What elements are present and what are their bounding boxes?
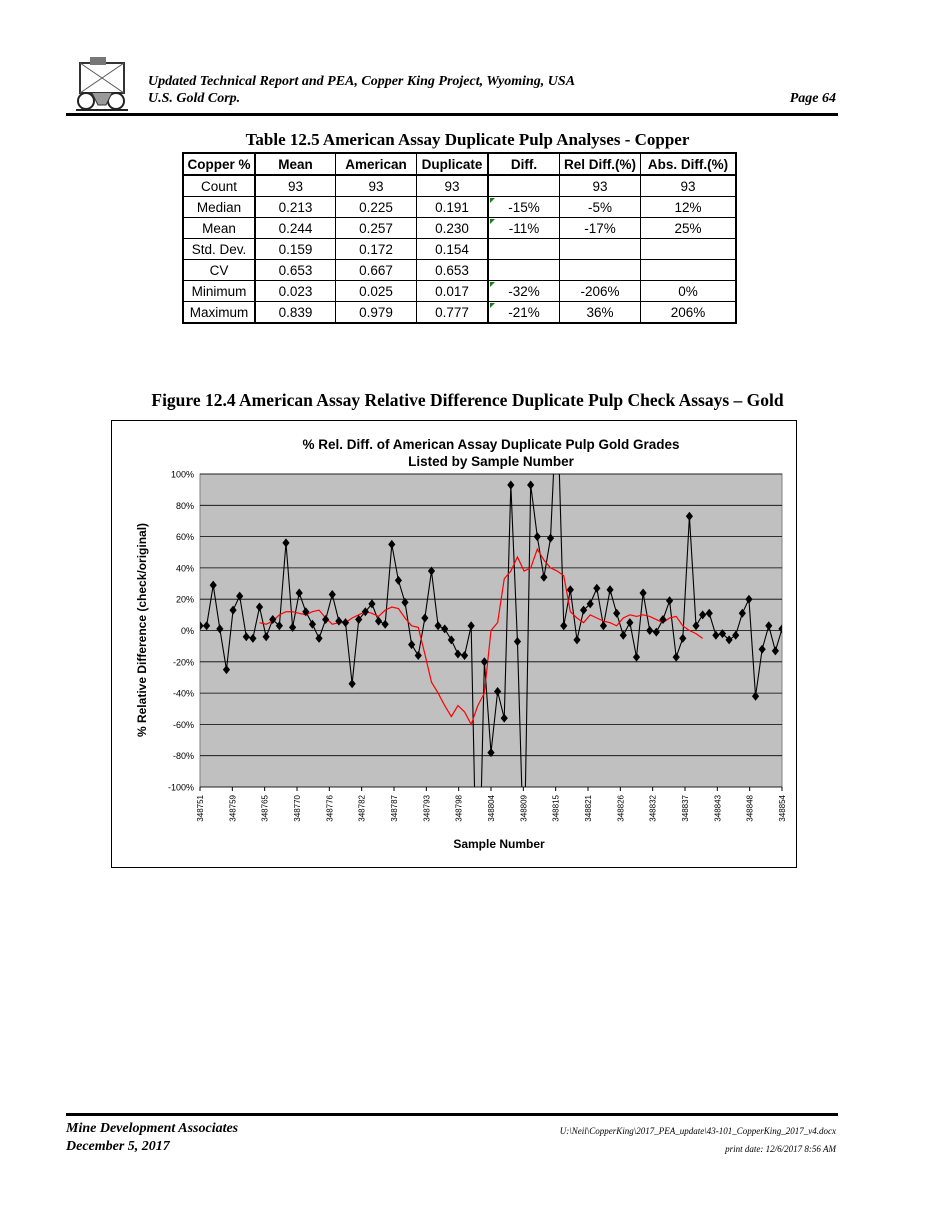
table-cell: 0.230 <box>417 218 489 239</box>
table-cell: 93 <box>641 175 737 197</box>
y-tick-label: -40% <box>172 688 194 699</box>
y-axis-label: % Relative Difference (check/original) <box>135 522 149 738</box>
table-row <box>183 175 736 197</box>
report-title: Updated Technical Report and PEA, Copper King Project, Wyoming, USA <box>148 74 576 89</box>
table-cell: -17% <box>560 218 641 239</box>
x-tick-label: 348837 <box>681 795 690 822</box>
table-cell: 0.653 <box>417 260 489 281</box>
y-tick-label: 100% <box>170 469 194 480</box>
x-tick-label: 348759 <box>228 795 238 822</box>
footer-company: Mine Development Associates <box>66 1121 239 1136</box>
company-logo <box>72 55 132 113</box>
table-cell: 0.839 <box>255 302 336 324</box>
y-tick-label: 20% <box>175 594 194 605</box>
y-tick-label: -80% <box>172 751 194 762</box>
table-cell: 12% <box>641 197 737 218</box>
column-header: Diff. <box>488 153 560 175</box>
column-header: Rel Diff.(%) <box>560 153 641 175</box>
table-cell: -15% <box>488 197 560 218</box>
chart-subtitle: Listed by Sample Number <box>408 454 574 469</box>
x-tick-label: 348848 <box>745 795 755 822</box>
x-tick-label: 348770 <box>293 795 302 822</box>
column-header: Copper % <box>183 153 255 175</box>
table-cell: 93 <box>417 175 489 197</box>
table-cell: 0.653 <box>255 260 336 281</box>
company-name: U.S. Gold Corp. <box>148 91 241 106</box>
y-tick-label: 60% <box>175 532 194 543</box>
table-cell <box>641 260 737 281</box>
table-cell: 0.225 <box>336 197 417 218</box>
x-tick-label: 348798 <box>454 795 464 822</box>
column-header: Abs. Diff.(%) <box>641 153 737 175</box>
page-number: Page 64 <box>789 91 836 106</box>
table-cell: -206% <box>560 281 641 302</box>
table-cell: 0.172 <box>336 239 417 260</box>
relative-difference-chart <box>111 420 797 868</box>
table-row <box>183 302 736 324</box>
x-tick-label: 348815 <box>551 795 561 822</box>
header-rule <box>66 113 838 116</box>
footer-file-path: U:\Neil\CopperKing\2017_PEA_update\43-101_CopperKing_2017_v4.docx <box>559 1126 836 1136</box>
table-cell: Maximum <box>183 302 255 324</box>
table-cell: -21% <box>488 302 560 324</box>
column-header: Duplicate <box>417 153 489 175</box>
table-cell: Std. Dev. <box>183 239 255 260</box>
table-cell <box>560 239 641 260</box>
table-cell: 93 <box>336 175 417 197</box>
footer-date: December 5, 2017 <box>66 1139 170 1154</box>
table-cell: 0.777 <box>417 302 489 324</box>
column-header: American <box>336 153 417 175</box>
x-tick-label: 348782 <box>357 795 367 822</box>
y-tick-label: 40% <box>175 563 194 574</box>
table-cell <box>641 239 737 260</box>
table-row <box>183 197 736 218</box>
figure-caption: Figure 12.4 American Assay Relative Difference Duplicate Pulp Check Assays – Gold <box>151 390 784 410</box>
table-caption: Table 12.5 American Assay Duplicate Pulp Analyses - Copper <box>245 130 690 149</box>
table-cell <box>488 260 560 281</box>
table-row <box>183 239 736 260</box>
chart-title: % Rel. Diff. of American Assay Duplicate Pulp Gold Grades <box>302 437 680 452</box>
x-tick-label: 348765 <box>260 795 270 822</box>
table-cell: 0.667 <box>336 260 417 281</box>
table-cell: 93 <box>560 175 641 197</box>
table-cell: -5% <box>560 197 641 218</box>
y-tick-label: -60% <box>172 719 194 730</box>
x-axis-ticks <box>196 787 787 822</box>
table-cell: 0.154 <box>417 239 489 260</box>
table-row <box>183 260 736 281</box>
table-cell: 36% <box>560 302 641 324</box>
footer-rule <box>66 1113 838 1116</box>
x-tick-label: 348793 <box>422 795 432 822</box>
table-cell: -11% <box>488 218 560 239</box>
table-cell <box>488 239 560 260</box>
x-tick-label: 348804 <box>487 795 496 822</box>
table-cell: 25% <box>641 218 737 239</box>
x-tick-label: 348826 <box>616 795 626 822</box>
x-tick-label: 348843 <box>713 795 723 822</box>
table-cell: 0.979 <box>336 302 417 324</box>
table-cell <box>488 175 560 197</box>
y-axis-ticks <box>168 470 194 793</box>
table-cell: 0.213 <box>255 197 336 218</box>
table-cell: 0.244 <box>255 218 336 239</box>
column-header: Mean <box>255 153 336 175</box>
x-tick-label: 348832 <box>648 795 658 822</box>
table-header-row <box>183 153 736 175</box>
table-cell: 0.191 <box>417 197 489 218</box>
x-tick-label: 348776 <box>325 795 335 822</box>
table-cell: 0.257 <box>336 218 417 239</box>
y-tick-label: 80% <box>175 500 194 511</box>
x-tick-label: 348854 <box>778 795 787 822</box>
table-cell: 0.023 <box>255 281 336 302</box>
x-tick-label: 348809 <box>519 795 529 822</box>
table-cell: Mean <box>183 218 255 239</box>
table-row <box>183 281 736 302</box>
table-cell: 0.025 <box>336 281 417 302</box>
table-row <box>183 218 736 239</box>
x-tick-label: 348751 <box>196 795 205 822</box>
table-cell: 0.159 <box>255 239 336 260</box>
table-cell: 93 <box>255 175 336 197</box>
table-cell: CV <box>183 260 255 281</box>
table-cell: Minimum <box>183 281 255 302</box>
y-tick-label: -20% <box>172 657 194 668</box>
x-tick-label: 348787 <box>390 795 399 822</box>
table-cell: 0.017 <box>417 281 489 302</box>
table-cell: Count <box>183 175 255 197</box>
table-cell: Median <box>183 197 255 218</box>
y-tick-label: -100% <box>167 782 194 793</box>
table-cell <box>560 260 641 281</box>
table-cell: 206% <box>641 302 737 324</box>
y-tick-label: 0% <box>180 626 194 636</box>
x-tick-label: 348821 <box>584 795 593 822</box>
copper-duplicate-table <box>182 152 737 324</box>
table-cell: -32% <box>488 281 560 302</box>
x-axis-label: Sample Number <box>453 837 545 851</box>
footer-print-date: print date: 12/6/2017 8:56 AM <box>725 1144 836 1154</box>
table-cell: 0% <box>641 281 737 302</box>
